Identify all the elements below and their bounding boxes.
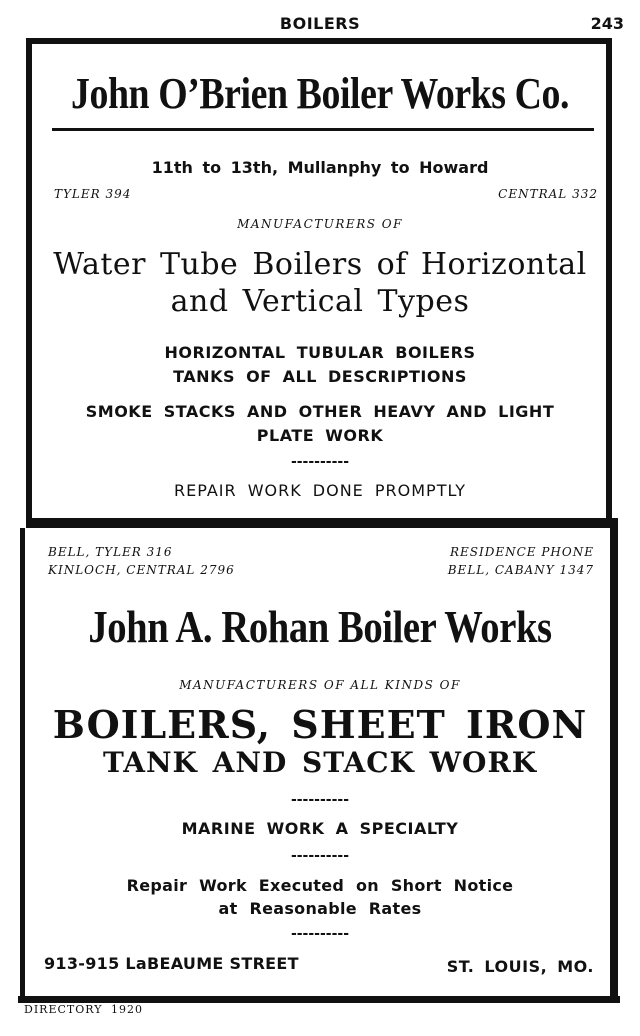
manufacturers-of-label: MANUFACTURERS OF <box>237 217 403 231</box>
residence-phone-label: RESIDENCE PHONE <box>449 545 594 559</box>
phone-kinloch: KINLOCH, CENTRAL 2796 <box>48 563 235 577</box>
footer-directory: DIRECTORY 1920 <box>24 1003 143 1016</box>
product-line: SMOKE STACKS AND OTHER HEAVY AND LIGHT <box>85 402 555 421</box>
headline-line-2: TANK AND STACK WORK <box>102 746 538 779</box>
dash-divider: ---------- <box>290 792 350 808</box>
product-line: TANKS OF ALL DESCRIPTIONS <box>173 367 467 386</box>
repair-notice: REPAIR WORK DONE PROMPTLY <box>173 481 467 500</box>
phone-bell-tyler: BELL, TYLER 316 <box>48 545 173 559</box>
title-underline <box>52 128 594 131</box>
manufacturers-of-label: MANUFACTURERS OF ALL KINDS OF <box>179 678 461 692</box>
headline-line-1: BOILERS, SHEET IRON <box>52 702 588 747</box>
dash-divider: ---------- <box>290 926 350 942</box>
street-address: 913-915 LaBEAUME STREET <box>44 954 299 973</box>
repair-notice-line-1: Repair Work Executed on Short Notice <box>126 876 514 895</box>
dash-divider: ---------- <box>290 454 350 470</box>
headline-line-2: and Vertical Types <box>170 284 470 319</box>
page-number: 243 <box>590 14 624 33</box>
dash-divider: ---------- <box>290 848 350 864</box>
city: ST. LOUIS, MO. <box>446 957 594 976</box>
phone-central: CENTRAL 332 <box>498 187 598 201</box>
residence-phone: BELL, CABANY 1347 <box>447 563 594 577</box>
phone-tyler: TYLER 394 <box>54 187 132 201</box>
company-name: John O’Brien Boiler Works Co. <box>70 69 570 118</box>
section-title: BOILERS <box>279 14 361 33</box>
repair-notice-line-2: at Reasonable Rates <box>218 899 422 918</box>
product-line: PLATE WORK <box>256 426 384 445</box>
company-name: John A. Rohan Boiler Works <box>88 601 552 652</box>
bottom-rule <box>18 996 620 1003</box>
headline-line-1: Water Tube Boilers of Horizontal <box>53 247 587 282</box>
ad-divider-rule <box>26 518 618 528</box>
specialty-notice: MARINE WORK A SPECIALTY <box>181 819 459 838</box>
product-line: HORIZONTAL TUBULAR BOILERS <box>164 343 476 362</box>
address: 11th to 13th, Mullanphy to Howard <box>151 158 489 177</box>
